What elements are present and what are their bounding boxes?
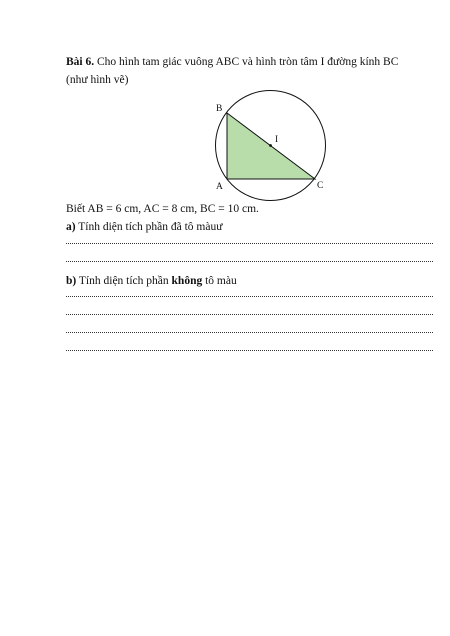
problem-number: Bài 6. [66,56,95,68]
part-b-emphasis: không [171,275,203,287]
part-a-question [66,220,222,234]
answer-line-a1[interactable] [66,243,433,244]
label-i: I [275,135,279,145]
answer-line-b4[interactable] [66,350,433,351]
part-b-text-after: tô màu [202,275,237,287]
part-a-tag: a) [66,221,76,233]
answer-line-b3[interactable] [66,332,433,333]
answer-line-a2[interactable] [66,261,433,262]
answer-line-b2[interactable] [66,314,433,315]
part-b-text-before: Tính diện tích phần [76,275,172,287]
part-b-tag: b) [66,275,77,287]
part-a-text: Tính diện tích phần đã tô màuư [75,221,223,233]
label-a: A [216,182,223,192]
center-point-i [269,144,272,147]
label-b: B [216,104,223,114]
part-b-question [66,274,237,288]
problem-statement-text: Cho hình tam giác vuông ABC và hình tròn tâm I đường kính BC [94,56,399,68]
label-c: C [317,181,324,191]
problem-statement-line2: (như hình vẽ) [66,74,129,86]
given-measurements: Biết AB = 6 cm, AC = 8 cm, BC = 10 cm. [66,203,259,215]
answer-line-b1[interactable] [66,296,433,297]
